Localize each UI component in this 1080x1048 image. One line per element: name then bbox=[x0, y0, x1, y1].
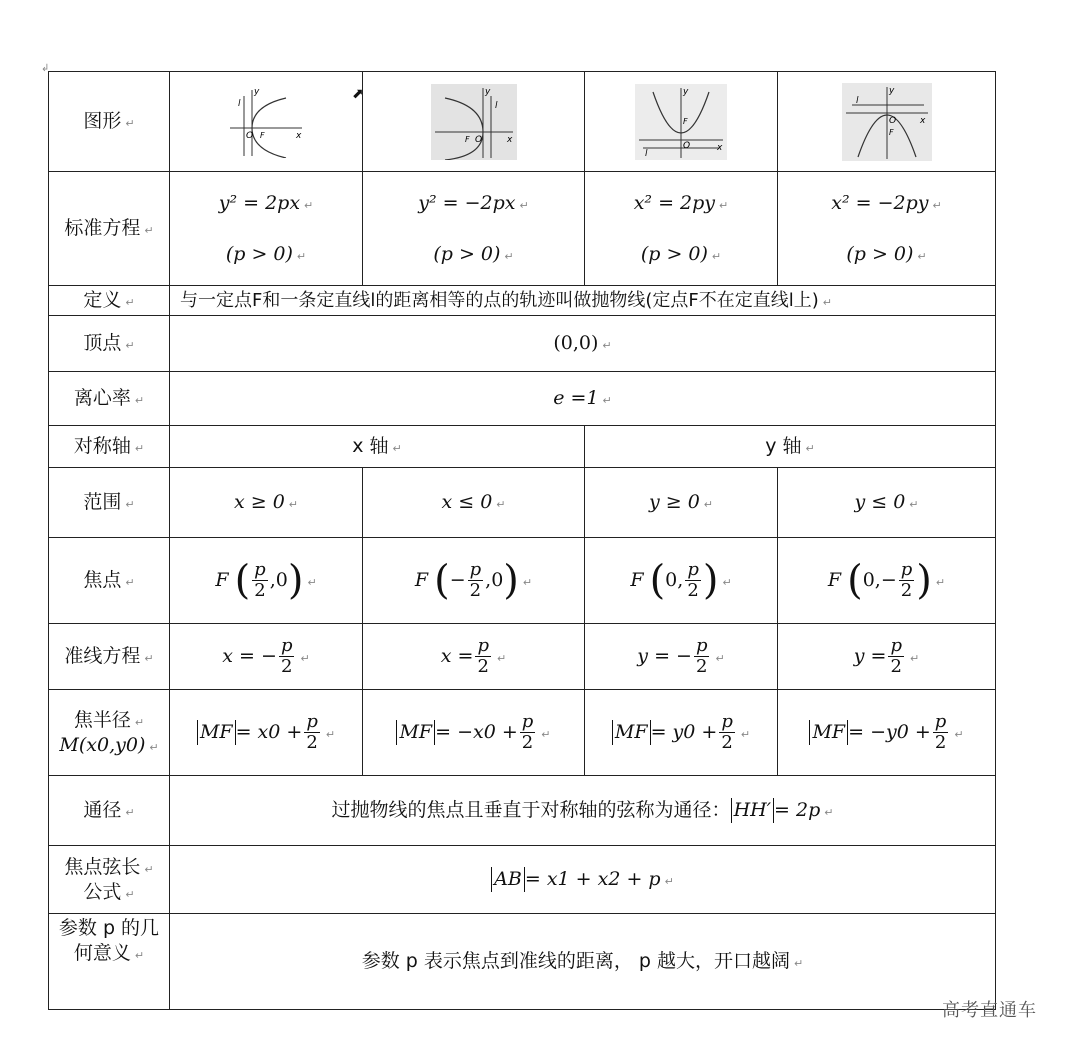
parabola-up-figure bbox=[635, 84, 727, 160]
svg-text:y: y bbox=[254, 86, 260, 97]
std-eq-4: x² = −2py ↵ (p > 0) ↵ bbox=[778, 172, 996, 286]
focal-radius-3: MF = y0 + $\frac{p}{2}$ ↵ bbox=[585, 690, 778, 776]
parabola-table bbox=[48, 71, 996, 1010]
std-eq-3: x² = 2py ↵ (p > 0) ↵ bbox=[585, 172, 778, 286]
parabola-down-figure bbox=[842, 83, 932, 161]
label-focus: 焦点 ↵ bbox=[49, 538, 170, 624]
focal-radius-2: MF = −x0 + $\frac{p}{2}$ ↵ bbox=[363, 690, 585, 776]
param-text: 参数 p 表示焦点到准线的距离， p 越大，开口越阔 ↵ bbox=[170, 914, 996, 1010]
svg-text:O: O bbox=[474, 134, 482, 145]
svg-text:F: F bbox=[464, 134, 470, 144]
row-directrix bbox=[49, 624, 996, 690]
vertex-value: (0,0) ↵ bbox=[170, 316, 996, 372]
focal-radius-1: MF = x0 + $\frac{p}{2}$ ↵ bbox=[170, 690, 363, 776]
label-axis: 对称轴 ↵ bbox=[49, 426, 170, 468]
definition-text: 与一定点F和一条定直线l的距离相等的点的轨迹叫做抛物线(定点F不在定直线l上) ↵ bbox=[170, 286, 996, 316]
svg-text:y: y bbox=[683, 86, 689, 97]
row-definition bbox=[49, 286, 996, 316]
svg-text:l: l bbox=[238, 98, 241, 109]
figure-right bbox=[170, 72, 363, 172]
svg-text:y: y bbox=[484, 86, 490, 97]
figure-down bbox=[778, 72, 996, 172]
svg-text:F: F bbox=[888, 127, 894, 137]
label-eccentricity: 离心率 ↵ bbox=[49, 372, 170, 426]
std-cond-2: (p > 0) bbox=[433, 242, 501, 265]
focus-3: F (0, $\frac{p}{2}$ ) ↵ bbox=[585, 538, 778, 624]
focus-1: F ( $\frac{p}{2}$ ,0) ↵ bbox=[170, 538, 363, 624]
directrix-3: y = − $\frac{p}{2}$ ↵ bbox=[585, 624, 778, 690]
svg-text:l: l bbox=[494, 100, 498, 111]
svg-text:O: O bbox=[888, 115, 896, 126]
range-1: x ≥ 0 ↵ bbox=[170, 468, 363, 538]
label-chord: 焦点弦长 ↵ 公式 ↵ bbox=[49, 846, 170, 914]
corner-mark: ↲ bbox=[41, 63, 50, 74]
focus-4: F (0,− $\frac{p}{2}$ ) ↵ bbox=[778, 538, 996, 624]
svg-text:x: x bbox=[717, 142, 723, 153]
std-cond-3: (p > 0) bbox=[640, 242, 708, 265]
range-3: y ≥ 0 ↵ bbox=[585, 468, 778, 538]
label-param: 参数 p 的几 何意义 ↵ bbox=[49, 914, 170, 1010]
std-cond-1: (p > 0) bbox=[225, 242, 293, 265]
row-parameter-p bbox=[49, 914, 996, 1010]
axis-y: y 轴 ↵ bbox=[585, 426, 996, 468]
svg-text:l: l bbox=[645, 148, 648, 159]
row-eccentricity bbox=[49, 372, 996, 426]
svg-text:y: y bbox=[888, 85, 894, 96]
row-focal-chord bbox=[49, 846, 996, 914]
label-directrix: 准线方程 ↵ bbox=[49, 624, 170, 690]
row-vertex bbox=[49, 316, 996, 372]
row-range bbox=[49, 468, 996, 538]
latus-text: 过抛物线的焦点且垂直于对称轴的弦称为通径： HH′ = 2p ↵ bbox=[170, 776, 996, 846]
label-figure: 图形 ↵ bbox=[49, 72, 170, 172]
row-focus bbox=[49, 538, 996, 624]
row-axis bbox=[49, 426, 996, 468]
directrix-1: x = − $\frac{p}{2}$ ↵ bbox=[170, 624, 363, 690]
focal-radius-4: MF = −y0 + $\frac{p}{2}$ ↵ bbox=[778, 690, 996, 776]
range-2: x ≤ 0 ↵ bbox=[363, 468, 585, 538]
axis-x: x 轴 ↵ bbox=[170, 426, 585, 468]
range-4: y ≤ 0 ↵ bbox=[778, 468, 996, 538]
label-standard: 标准方程 ↵ bbox=[49, 172, 170, 286]
chord-formula: AB = x1 + x2 + p ↵ bbox=[170, 846, 996, 914]
svg-text:x: x bbox=[296, 130, 302, 141]
parabola-right-figure bbox=[226, 86, 306, 158]
figure-up bbox=[585, 72, 778, 172]
std-cond-4: (p > 0) bbox=[846, 242, 914, 265]
svg-text:F: F bbox=[260, 130, 265, 140]
svg-text:x: x bbox=[919, 115, 925, 126]
cursor-arrow-icon: ⬈ bbox=[352, 86, 364, 102]
directrix-4: y = $\frac{p}{2}$ ↵ bbox=[778, 624, 996, 690]
svg-text:x: x bbox=[506, 134, 512, 145]
label-focal-radius: 焦半径 ↵ M(x0,y0) ↵ bbox=[49, 690, 170, 776]
std-eq-2: y² = −2px ↵ (p > 0) ↵ bbox=[363, 172, 585, 286]
directrix-2: x = $\frac{p}{2}$ ↵ bbox=[363, 624, 585, 690]
parabola-left-figure bbox=[431, 84, 517, 160]
svg-text:l: l bbox=[855, 95, 859, 106]
label-latus: 通径 ↵ bbox=[49, 776, 170, 846]
std-eq-1: y² = 2px ↵ (p > 0) ↵ bbox=[170, 172, 363, 286]
figure-left bbox=[363, 72, 585, 172]
label-definition: 定义 ↵ bbox=[49, 286, 170, 316]
row-standard-equation bbox=[49, 172, 996, 286]
svg-text:O: O bbox=[246, 130, 254, 141]
focus-2: F (− $\frac{p}{2}$ ,0) ↵ bbox=[363, 538, 585, 624]
svg-text:F: F bbox=[683, 116, 688, 126]
row-figure bbox=[49, 72, 996, 172]
row-focal-radius bbox=[49, 690, 996, 776]
label-range: 范围 ↵ bbox=[49, 468, 170, 538]
label-vertex: 顶点 ↵ bbox=[49, 316, 170, 372]
watermark: 高考直通车 bbox=[942, 1000, 1037, 1021]
eccentricity-value: e =1 ↵ bbox=[170, 372, 996, 426]
row-latus-rectum bbox=[49, 776, 996, 846]
svg-text:O: O bbox=[683, 140, 691, 151]
